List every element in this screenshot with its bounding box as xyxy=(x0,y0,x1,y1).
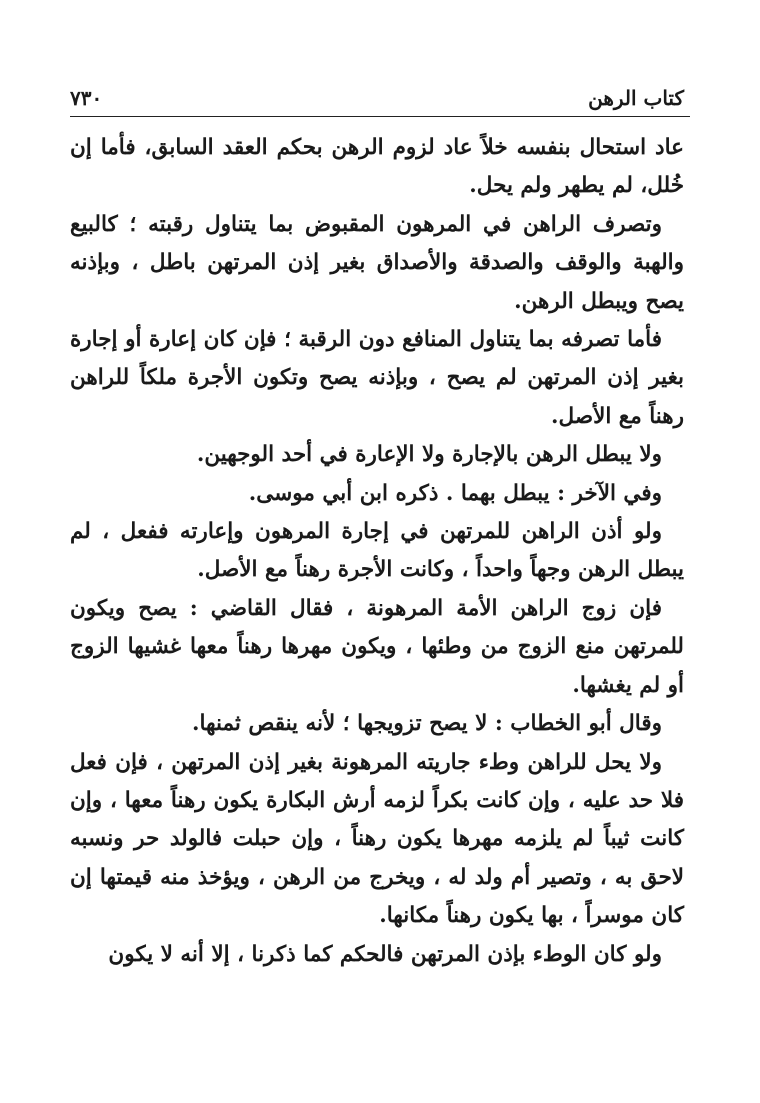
running-header xyxy=(70,80,684,110)
paragraph: فإن زوج الراهن الأمة المرهونة ، فقال القاضي : يصح ويكون للمرتهن منع الزوج من وطئها ، ويكون مهرها رهناً معها غشيها الزوج أو لم يغشها. xyxy=(70,595,684,698)
paragraph: ولو أذن الراهن للمرتهن في إجارة المرهون وإعارته ففعل ، لم يبطل الرهن وجهاً واحداً ، وكانت الأجرة رهناً مع الأصل. xyxy=(70,519,684,583)
paragraph: عاد استحال بنفسه خلاً عاد لزوم الرهن بحكم العقد السابق، فأما إن خُلل، لم يطهر ولم يحل. xyxy=(70,135,684,199)
page-number: ٧٣٠ xyxy=(70,86,103,110)
running-title: كتاب الرهن xyxy=(588,86,684,110)
paragraph: وقال أبو الخطاب : لا يصح تزويجها ؛ لأنه ينقص ثمنها. xyxy=(192,711,662,737)
paragraph: وتصرف الراهن في المرهون المقبوض بما يتناول رقبته ؛ كالبيع والهبة والوقف والصدقة والأصداق بغير إذن المرتهن باطل ، وبإذنه يصح ويبطل الرهن. xyxy=(70,211,684,314)
paragraph: ولا يحل للراهن وطء جاريته المرهونة بغير إذن المرتهن ، فإن فعل فلا حد عليه ، وإن كانت بكراً لزمه أرش البكارة يكون رهناً معها ، وإن كانت ثيباً لم يلزمه مهرها يكون رهناً ، وإن حبلت فالولد حر ونسبه لاحق به ، وتصير أم ولد له ، ويخرج من الرهن ، ويؤخذ منه قيمتها إن كان موسراً ، بها يكون رهناً مكانها. xyxy=(70,749,684,929)
header-divider xyxy=(70,116,690,117)
body-text xyxy=(70,129,684,974)
paragraph: ولا يبطل الرهن بالإجارة ولا الإعارة في أحد الوجهين. xyxy=(196,442,662,468)
paragraph: ولو كان الوطء بإذن المرتهن فالحكم كما ذكرنا ، إلا أنه لا يكون xyxy=(108,941,662,967)
paragraph: وفي الآخر : يبطل بهما . ذكره ابن أبي موسى. xyxy=(248,480,662,506)
paragraph: فأما تصرفه بما يتناول المنافع دون الرقبة ؛ فإن كان إعارة أو إجارة بغير إذن المرتهن لم يصح ، وبإذنه يصح وتكون الأجرة ملكاً للراهن رهناً مع الأصل. xyxy=(70,327,684,429)
